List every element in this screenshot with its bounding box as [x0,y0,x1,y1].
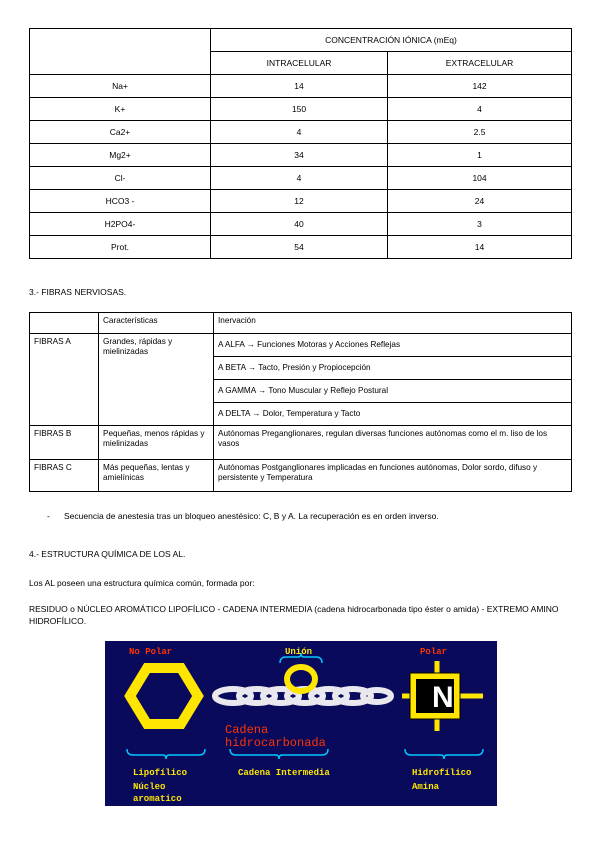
label-lipofilico: Lipofílico [133,768,188,778]
label-amina: Amina [412,782,440,792]
fiber-a-delta: A DELTA → Dolor, Temperatura y Tacto [214,403,572,426]
label-hidrofilico: Hidrofílico [412,768,472,778]
nerve-fibers-table [29,312,572,492]
extra-value: 4 [388,98,572,121]
fiber-a-gamma: A GAMMA → Tono Muscular y Reflejo Postural [214,380,572,403]
fiber-a-alfa: A ALFA → Funciones Motoras y Acciones Reflejas [214,334,572,357]
header-caracteristicas: Características [99,313,214,334]
table-row [30,190,572,213]
ion-name: H2PO4- [30,213,211,236]
header-group: CONCENTRACIÓN IÓNICA (mEq) [211,29,572,52]
intra-value: 40 [211,213,388,236]
label-aromatico: aromatico [133,794,182,804]
intra-value: 150 [211,98,388,121]
label-union: Unión [285,647,313,657]
table-row [30,236,572,259]
ion-name: Prot. [30,236,211,259]
table-row [30,213,572,236]
table-row [30,144,572,167]
fiber-b-name: FIBRAS B [30,426,99,460]
extra-value: 24 [388,190,572,213]
section3-title: 3.- FIBRAS NERVIOSAS. [29,287,127,297]
ion-name: HCO3 - [30,190,211,213]
extra-value: 14 [388,236,572,259]
col-extra: EXTRACELULAR [388,52,572,75]
extra-value: 142 [388,75,572,98]
intra-value: 12 [211,190,388,213]
structure-text: RESIDUO o NÚCLEO AROMÁTICO LIPOFÍLICO - CADENA INTERMEDIA (cadena hidrocarbonada tipo éster o amida) - EXTREMO AMINO HIDROFÍLICO. [29,604,559,626]
ion-name: Cl- [30,167,211,190]
intra-value: 54 [211,236,388,259]
table-row [30,121,572,144]
anesthesia-note: - Secuencia de anestesia tras un bloqueo anestésico: C, B y A. La recuperación es en orden inverso. [47,511,439,521]
fiber-c-innervation: Autónomas Postganglionares implicadas en funciones autónomas, Dolor sordo, difuso y persistente y Temperatura [214,460,572,492]
header-inervacion: Inervación [214,313,572,334]
label-cadena: Cadena [225,723,269,737]
ion-name: Mg2+ [30,144,211,167]
fiber-b-characteristics: Pequeñas, menos rápidas y mielinizadas [99,426,214,460]
intra-value: 14 [211,75,388,98]
chemical-structure-diagram [105,641,497,806]
intra-value: 4 [211,121,388,144]
intra-value: 4 [211,167,388,190]
fiber-b-innervation: Autónomas Preganglionares, regulan diversas funciones autónomas como el m. liso de los vasos [214,426,572,460]
fiber-a-name: FIBRAS A [30,334,99,426]
empty-header-cell [30,29,211,75]
section4-title: 4.- ESTRUCTURA QUÍMICA DE LOS AL. [29,549,186,559]
extra-value: 104 [388,167,572,190]
table-row [30,75,572,98]
table-row [30,167,572,190]
aromatic-ring-shape [130,668,198,724]
amine-n-letter: N [432,681,454,714]
extra-value: 1 [388,144,572,167]
intro-text: Los AL poseen una estructura química común, formada por: [29,578,255,588]
ion-name: Ca2+ [30,121,211,144]
col-intra: INTRACELULAR [211,52,388,75]
empty-header-cell [30,313,99,334]
ion-concentration-table [29,28,572,259]
label-hidrocarbonada: hidrocarbonada [225,736,326,750]
ion-name: Na+ [30,75,211,98]
fiber-c-characteristics: Más pequeñas, lentas y amielínicas [99,460,214,492]
intra-value: 34 [211,144,388,167]
extra-value: 3 [388,213,572,236]
label-nucleo: Núcleo [133,782,166,792]
extra-value: 2.5 [388,121,572,144]
fiber-c-name: FIBRAS C [30,460,99,492]
table-row [30,98,572,121]
ion-name: K+ [30,98,211,121]
fiber-a-characteristics: Grandes, rápidas y mielinizadas [99,334,214,426]
fiber-a-beta: A BETA → Tacto, Presión y Propiocepción [214,357,572,380]
label-no-polar: No Polar [129,647,173,657]
label-cadena-intermedia: Cadena Intermedia [238,768,330,778]
label-polar: Polar [420,647,448,657]
